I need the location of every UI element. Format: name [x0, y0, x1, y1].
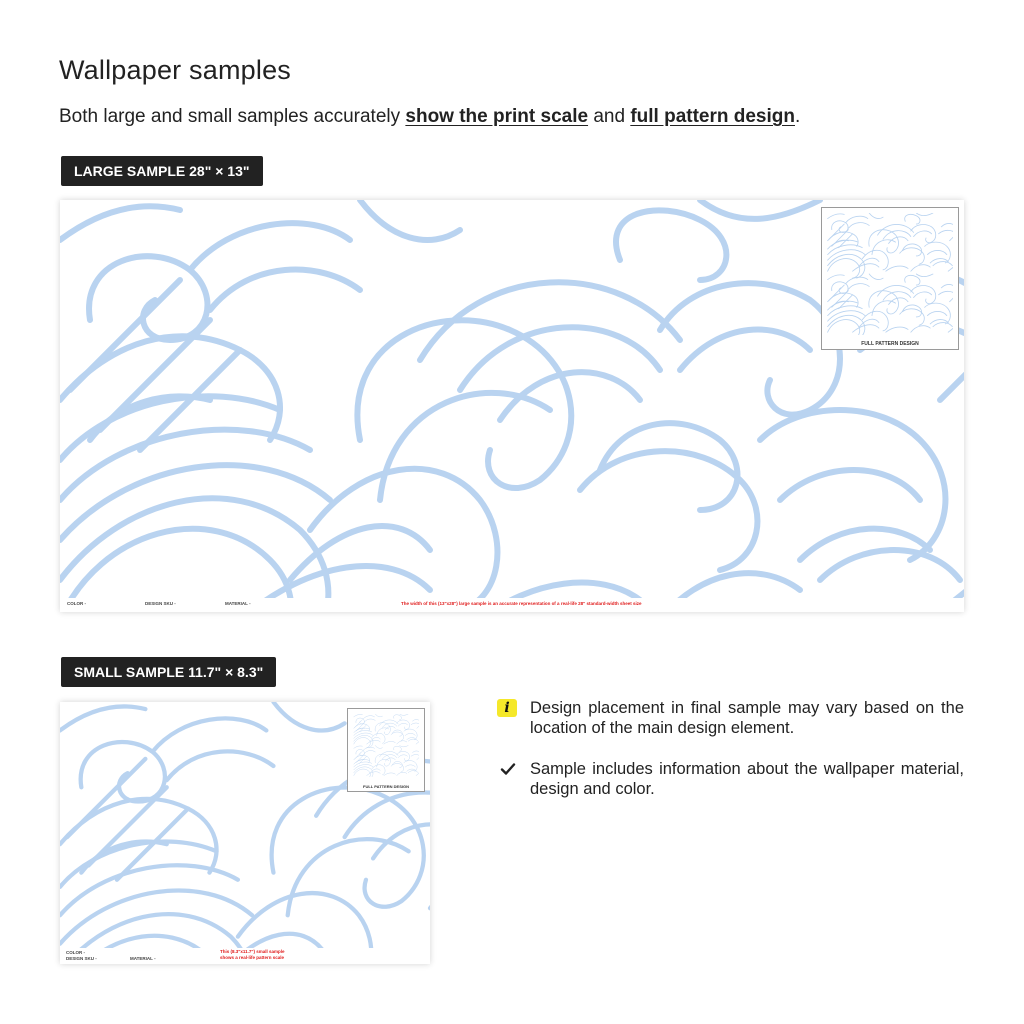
- large-sample-badge: LARGE SAMPLE 28" × 13": [61, 156, 263, 186]
- material-note: [497, 759, 964, 799]
- sample-info-strip: [60, 598, 964, 612]
- subtitle-text-mid: and: [588, 106, 631, 127]
- placement-note-text: Design placement in final sample may vary based on the location of the main design element.: [530, 699, 964, 737]
- subtitle-text-end: .: [795, 106, 801, 127]
- scale-note: The width of this (13"x28") large sample is an accurate representation of a real-life 28" standard-width sheet size: [401, 601, 642, 606]
- full-pattern-preview: [821, 207, 959, 350]
- sample-info-strip: [60, 948, 430, 964]
- color-label: COLOR -: [66, 950, 85, 955]
- pattern-thumbnail: [353, 714, 419, 777]
- show-print-scale-link[interactable]: show the print scale: [405, 106, 589, 127]
- check-icon: [500, 761, 516, 777]
- scale-note-line2: shows a real-life pattern scale: [220, 955, 285, 960]
- pattern-thumbnail-graphic: [353, 714, 419, 777]
- color-label: COLOR -: [67, 601, 86, 606]
- preview-label: FULL PATTERN DESIGN: [363, 784, 409, 789]
- pattern-thumbnail: [827, 213, 953, 335]
- full-pattern-design-link[interactable]: full pattern design: [630, 106, 795, 127]
- material-label: MATERIAL -: [225, 601, 251, 606]
- placement-note: [497, 698, 964, 738]
- page-title: Wallpaper samples: [59, 55, 291, 85]
- info-icon: i: [497, 699, 517, 717]
- pattern-thumbnail-graphic: [827, 213, 953, 335]
- material-note-text: Sample includes information about the wallpaper material, design and color.: [530, 760, 964, 798]
- large-sample-image: [60, 200, 964, 612]
- sample-info-notes: [497, 698, 964, 820]
- small-sample-image: [60, 702, 430, 964]
- full-pattern-preview: [347, 708, 425, 792]
- scale-note-line1: This (8.3"x11.7") small sample: [220, 949, 285, 954]
- page-subtitle: [59, 106, 800, 128]
- design-sku-label: DESIGN SKU -: [66, 956, 97, 961]
- small-sample-badge: SMALL SAMPLE 11.7" × 8.3": [61, 657, 276, 687]
- material-label: MATERIAL -: [130, 956, 156, 961]
- preview-label: FULL PATTERN DESIGN: [861, 341, 919, 347]
- design-sku-label: DESIGN SKU -: [145, 601, 176, 606]
- subtitle-text-start: Both large and small samples accurately: [59, 106, 406, 127]
